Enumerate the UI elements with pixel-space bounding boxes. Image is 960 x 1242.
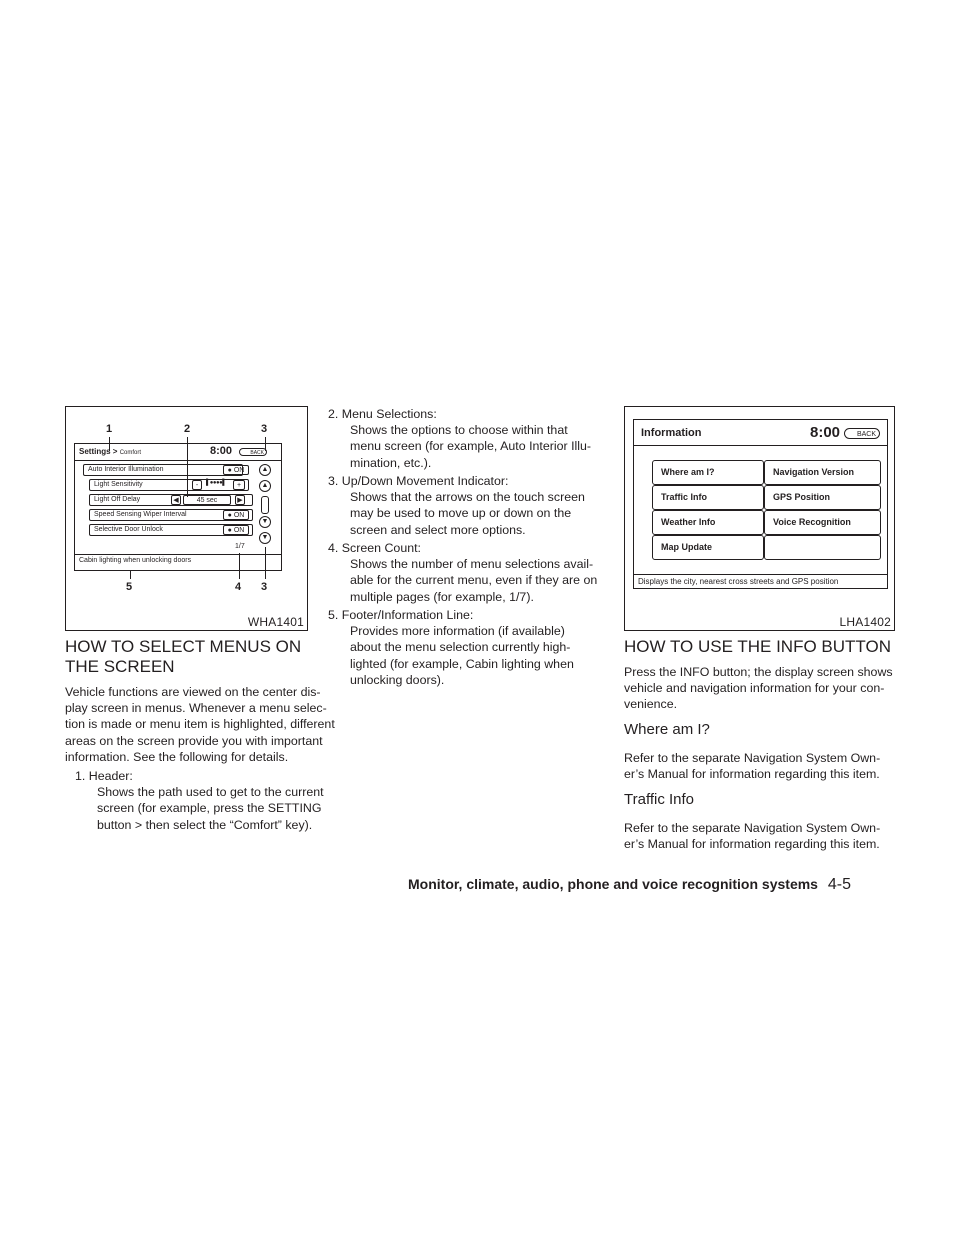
scroll-down-button[interactable] <box>259 516 271 528</box>
scroll-down-fast-button[interactable] <box>259 532 271 544</box>
figure-information-screen <box>624 406 895 631</box>
voice-recognition-button[interactable]: Voice Recognition <box>764 510 881 535</box>
list-item-menu-selections <box>328 406 591 471</box>
menu-row-label: Speed Sensing Wiper Interval <box>94 511 187 518</box>
figure-menu-screen <box>65 406 308 631</box>
scrollbar-track[interactable] <box>261 496 269 514</box>
callout-1: 1 <box>106 423 113 435</box>
record-icon: ● <box>227 467 232 474</box>
line: screen (for example, press the SETTING <box>97 801 322 816</box>
screen-clock: 8:00 <box>210 445 233 457</box>
screen-header <box>79 447 141 456</box>
line: venience. <box>624 697 678 712</box>
list-item-title: 5. Footer/Information Line: <box>328 608 474 622</box>
line: Shows that the arrows on the touch screen <box>350 490 585 505</box>
section1-intro <box>65 684 335 765</box>
callout-3-bottom: 3 <box>261 581 268 593</box>
page-number: 4-5 <box>827 876 851 893</box>
list-item-screen-count <box>328 540 597 605</box>
line: Provides more information (if available) <box>350 624 565 639</box>
figure-code: WHA1401 <box>247 615 304 629</box>
section-heading-select-menus <box>65 637 315 677</box>
breadcrumb-main: Settings > <box>79 447 118 456</box>
chevron-down-icon: ▼ <box>261 534 269 541</box>
line: Shows the number of menu selections avail- <box>350 557 594 572</box>
line: Shows the path used to get to the current <box>97 785 324 800</box>
footer-info-line: Cabin lighting when unlocking doors <box>79 557 192 564</box>
information-screen <box>633 419 888 589</box>
line: unlocking doors). <box>350 672 445 687</box>
where-am-i-body <box>624 750 880 782</box>
line: areas on the screen provide you with important <box>65 733 323 748</box>
header-divider <box>634 445 887 446</box>
page-count: 1/7 <box>235 543 245 550</box>
subheading-where-am-i: Where am I? <box>624 721 710 738</box>
line: button > then select the “Comfort” key). <box>97 817 313 832</box>
chevron-right-icon: ▶ <box>237 497 243 504</box>
line: Shows the options to choose within that <box>350 423 568 438</box>
line: information. See the following for details. <box>65 749 289 764</box>
line: play screen in menus. Whenever a menu selec- <box>65 701 327 716</box>
line: Refer to the separate Navigation System Own- <box>624 751 881 765</box>
list-item-updown-indicator <box>328 473 585 538</box>
menu-row-label: Light Sensitivity <box>94 481 143 488</box>
list-item-title: 2. Menu Selections: <box>328 407 437 421</box>
heading-text: HOW TO SELECT MENUS ON THE SCREEN <box>65 637 302 676</box>
leader-5 <box>130 571 131 579</box>
screen-title: Information <box>641 427 702 439</box>
callout-3-top: 3 <box>261 423 268 435</box>
menu-row-label: Light Off Delay <box>94 496 141 503</box>
line: Refer to the separate Navigation System Own- <box>624 821 881 835</box>
chevron-left-icon: ◀ <box>173 497 179 504</box>
line: menu screen (for example, Auto Interior Illu- <box>350 439 592 454</box>
list-item-title: 3. Up/Down Movement Indicator: <box>328 474 509 488</box>
screen-clock: 8:00 <box>810 424 841 441</box>
chevron-up-icon: ▲ <box>261 482 269 489</box>
callout-2: 2 <box>184 423 191 435</box>
list-item-footer-line <box>328 607 574 688</box>
chevron-down-icon: ▼ <box>261 518 269 525</box>
on-toggle-5[interactable] <box>223 525 249 535</box>
traffic-info-body <box>624 820 880 852</box>
left-arrow-button[interactable] <box>171 495 181 505</box>
minus-button[interactable]: - <box>192 480 202 490</box>
breadcrumb-sub: Comfort <box>119 450 142 456</box>
toggle-label: ON <box>233 512 245 519</box>
leader-4 <box>239 553 240 579</box>
back-button[interactable]: BACK <box>844 428 880 439</box>
where-am-i-button[interactable]: Where am I? <box>652 460 764 485</box>
subheading-traffic-info: Traffic Info <box>624 791 695 808</box>
gps-position-button[interactable]: GPS Position <box>764 485 881 510</box>
right-arrow-button[interactable] <box>235 495 245 505</box>
line: mination, etc.). <box>350 455 432 470</box>
line: multiple pages (for example, 1/7). <box>350 589 534 604</box>
line: about the menu selection currently high- <box>350 640 571 655</box>
on-toggle-1[interactable] <box>223 465 249 475</box>
toggle-label: ON <box>233 527 245 534</box>
list-item-title: 1. Header: <box>75 769 133 783</box>
leader-3-bottom <box>265 547 266 579</box>
map-update-button[interactable]: Map Update <box>652 535 764 560</box>
line: may be used to move up or down on the <box>350 506 572 521</box>
header-divider <box>75 460 281 461</box>
line: Press the INFO button; the display screen shows <box>624 665 893 679</box>
line: screen and select more options. <box>350 522 526 537</box>
line: er’s Manual for information regarding this item. <box>624 767 880 782</box>
line: tion is made or menu item is highlighted, different <box>65 717 335 732</box>
back-button[interactable]: BACK <box>239 448 267 456</box>
section2-intro <box>624 664 893 713</box>
chapter-title: Monitor, climate, audio, phone and voice recognition systems <box>408 876 818 892</box>
line: able for the current menu, even if they are on <box>350 573 598 588</box>
record-icon: ● <box>227 512 232 519</box>
line: er’s Manual for information regarding this item. <box>624 837 880 852</box>
line: Vehicle functions are viewed on the center dis- <box>65 685 321 699</box>
menu-row-1[interactable] <box>83 464 243 476</box>
scroll-up-button[interactable] <box>259 464 271 476</box>
weather-info-button[interactable]: Weather Info <box>652 510 764 535</box>
plus-button[interactable]: + <box>233 480 245 490</box>
delay-value: 45 sec <box>183 495 231 505</box>
heading-text: HOW TO USE THE INFO BUTTON <box>624 637 891 656</box>
empty-button <box>764 535 881 560</box>
callout-4: 4 <box>235 581 242 593</box>
line: vehicle and navigation information for your con- <box>624 681 885 696</box>
menu-screen <box>74 443 282 571</box>
menu-row-label: Auto Interior Illumination <box>88 466 164 473</box>
footer-divider <box>75 554 281 555</box>
on-toggle-4[interactable] <box>223 510 249 520</box>
menu-row-label: Selective Door Unlock <box>94 526 163 533</box>
figure-code: LHA1402 <box>839 615 891 629</box>
scroll-up-fast-button[interactable] <box>259 480 271 492</box>
toggle-label: ON <box>233 467 245 474</box>
section-heading-info-button <box>624 637 891 657</box>
chevron-up-icon: ▲ <box>261 466 269 473</box>
list-item-title: 4. Screen Count: <box>328 541 421 555</box>
navigation-version-button[interactable]: Navigation Version <box>764 460 881 485</box>
page-footer <box>408 876 851 894</box>
footer-divider <box>634 574 887 575</box>
level-indicator: ▌●●●●▌ <box>206 480 226 486</box>
line: lighted (for example, Cabin lighting when <box>350 656 574 671</box>
list-item-header <box>75 768 324 833</box>
callout-5: 5 <box>126 581 133 593</box>
footer-info-line: Displays the city, nearest cross streets and GPS position <box>638 577 839 586</box>
traffic-info-button[interactable]: Traffic Info <box>652 485 764 510</box>
record-icon: ● <box>227 527 232 534</box>
